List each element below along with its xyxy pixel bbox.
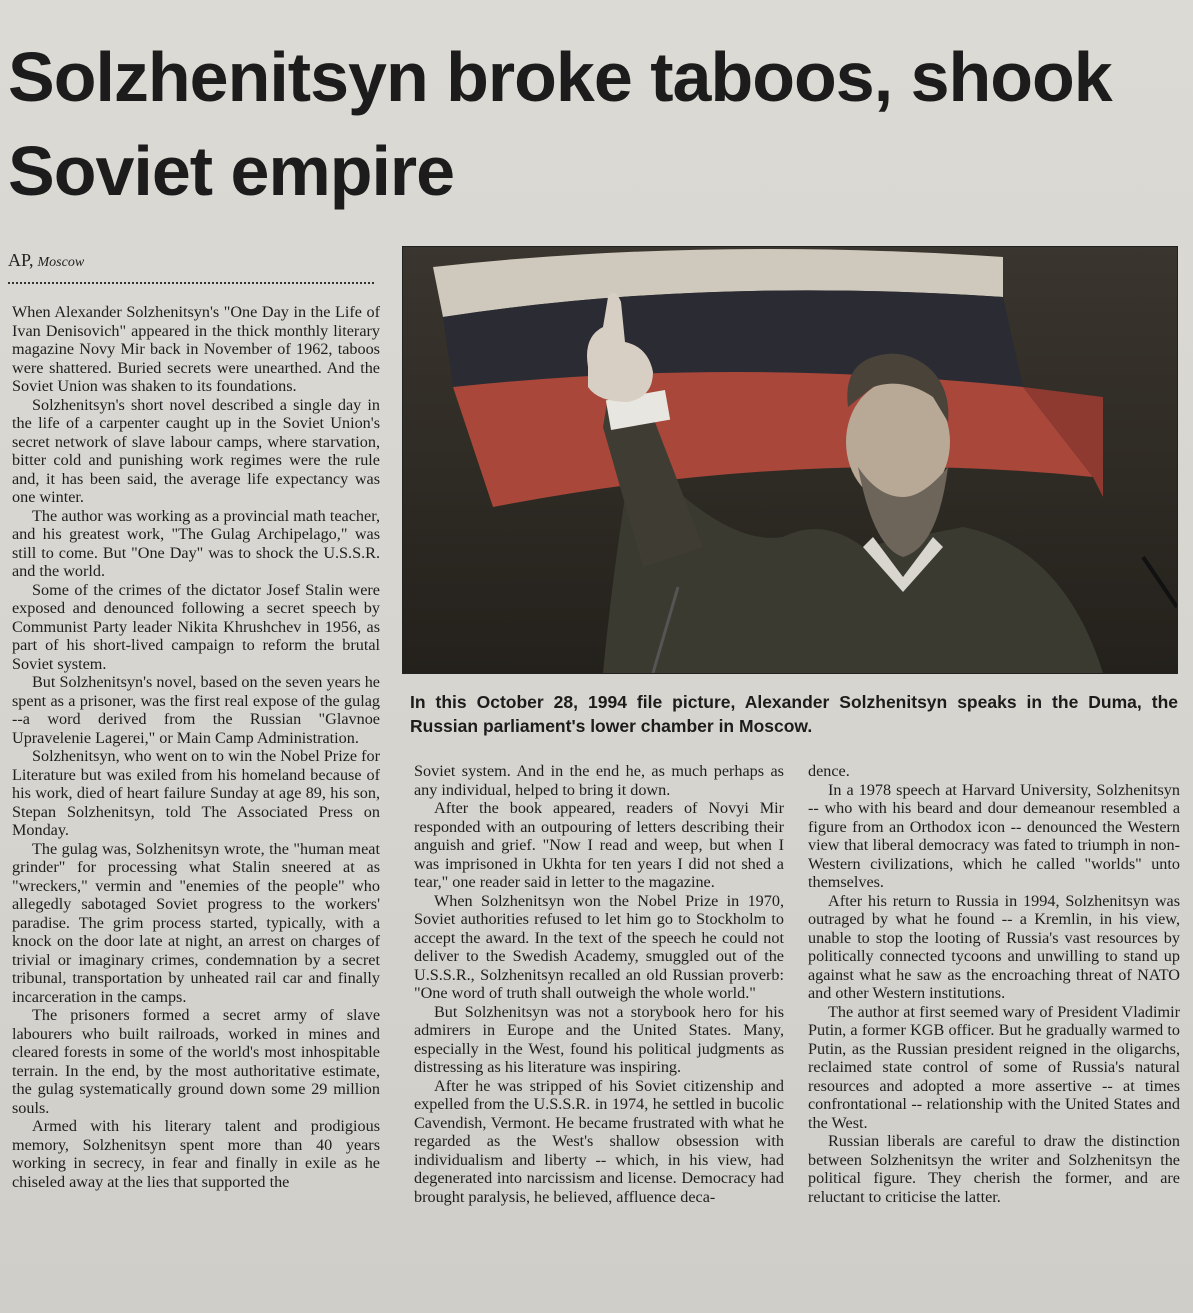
article-column-2 — [414, 762, 784, 1206]
byline-agency: AP, — [8, 250, 34, 270]
paragraph: Soviet system. And in the end he, as much perhaps as any individual, helped to bring it down. — [414, 762, 784, 799]
photo-caption: In this October 28, 1994 file picture, Alexander Solzhenitsyn speaks in the Duma, the Russian parliament's lower chamber in Moscow. — [410, 692, 1178, 736]
article-column-1 — [12, 303, 380, 1191]
byline — [8, 250, 378, 271]
paragraph: The author at first seemed wary of President Vladimir Putin, a former KGB officer. But he gradually warmed to Putin, as the Russian president reigned in the oligarchs, reclaimed state control of some of Russia's natural resources and adopted a more assertive -- at times confrontational -- relationship with the United States and the West. — [808, 1002, 1180, 1132]
article-photo — [402, 246, 1178, 674]
paragraph: The prisoners formed a secret army of slave labourers who built railroads, worked in mines and cleared forests in some of the world's most inhospitable terrain. In the end, by the most authoritative estimate, the gulag systematically ground down some 29 million souls. — [12, 1006, 380, 1117]
paragraph: Russian liberals are careful to draw the distinction between Solzhenitsyn the writer and Solzhenitsyn the political figure. They cherish the former, and are reluctant to criticise the latter. — [808, 1132, 1180, 1206]
paragraph: dence. — [808, 762, 850, 780]
paragraph: But Solzhenitsyn's novel, based on the seven years he spent as a prisoner, was the first real expose of the gulag --a word derived from the Russian "Glavnoe Upravelenie Lagerei," or Main Camp Administration. — [12, 673, 380, 747]
paragraph: When Alexander Solzhenitsyn's "One Day in the Life of Ivan Denisovich" appeared in the thick monthly literary magazine Novy Mir back in November of 1962, taboos were shattered. Buried secrets were unearthed. And the Soviet Union was shaken to its foundations. — [12, 303, 380, 395]
paragraph: The gulag was, Solzhenitsyn wrote, the "human meat grinder" for processing what Stalin sneered at as "wreckers," vermin and "enemies of the people" who allegedly sabotaged Soviet progress to the workers' paradise. The grim process started, typically, with a knock on the door late at night, an arrest on charges of trivial or imaginary crimes, condemnation by a secret tribunal, transportation by unheated rail car and finally incarceration in the camps. — [12, 839, 380, 1006]
byline-place: Moscow — [37, 255, 85, 270]
paragraph: After he was stripped of his Soviet citizenship and expelled from the U.S.S.R. in 1974, he settled in bucolic Cavendish, Vermont. He became frustrated with what he regarded as the West's shallow obsession with individualism and liberty -- which, in his view, had degenerated into narcissism and license. Democracy had brought paralysis, he believed, affluence deca- — [414, 1076, 784, 1206]
paragraph: Solzhenitsyn's short novel described a single day in the life of a carpenter caught up in the Soviet Union's secret network of slave labour camps, where starvation, bitter cold and punishing work regimes were the rule and, it has been said, the average life expectancy was one winter. — [12, 395, 380, 506]
paragraph: But Solzhenitsyn was not a storybook hero for his admirers in Europe and the United States. Many, especially in the West, found his political judgments as distressing as his literature was inspiring. — [414, 1002, 784, 1076]
paragraph: After the book appeared, readers of Novyi Mir responded with an outpouring of letters describing their anguish and grief. "Now I read and weep, but when I was imprisoned in Ukhta for ten years I did not shed a tear," one reader said in letter to the magazine. — [414, 799, 784, 891]
article-headline: Solzhenitsyn broke taboos, shook Soviet empire — [8, 38, 1112, 210]
speaker-photo-illustration — [403, 247, 1177, 673]
paragraph: After his return to Russia in 1994, Solzhenitsyn was outraged by what he found -- a Kremlin, in his view, unable to stop the looting of Russia's vast resources by politically connected tycoons and unwilling to stand up against what he saw as the encroaching threat of NATO and other Western institutions. — [808, 891, 1180, 1002]
paragraph: The author was working as a provincial math teacher, and his greatest work, "The Gulag Archipelago," was still to come. But "One Day" was to shock the U.S.S.R. and the world. — [12, 506, 380, 580]
paragraph: When Solzhenitsyn won the Nobel Prize in 1970, Soviet authorities refused to let him go to Stockholm to accept the award. In the text of the speech he could not deliver to the Swedish Academy, smuggled out of the U.S.S.R., Solzhenitsyn recalled an old Russian proverb: "One word of truth shall outweigh the whole world." — [414, 891, 784, 1002]
article-column-3 — [808, 762, 1180, 1206]
paragraph: In a 1978 speech at Harvard University, Solzhenitsyn -- who with his beard and dour demeanour resembled a figure from an Orthodox icon -- denounced the Western view that liberal democracy was fated to triumph in non-Western civilizations, which he called "worlds" unto themselves. — [808, 780, 1180, 891]
paragraph: Solzhenitsyn, who went on to win the Nobel Prize for Literature but was exiled from his homeland because of his work, died of heart failure Sunday at age 89, his son, Stepan Solzhenitsyn, told The Associated Press on Monday. — [12, 747, 380, 839]
paragraph: Armed with his literary talent and prodigious memory, Solzhenitsyn spent more than 40 years working in secrecy, in fear and finally in exile as he chiseled away at the lies that supported the — [12, 1117, 380, 1191]
byline-divider — [8, 282, 374, 284]
paragraph: Some of the crimes of the dictator Josef Stalin were exposed and denounced following a secret speech by Communist Party leader Nikita Khrushchev in 1956, as part of his short-lived campaign to reform the brutal Soviet system. — [12, 580, 380, 673]
